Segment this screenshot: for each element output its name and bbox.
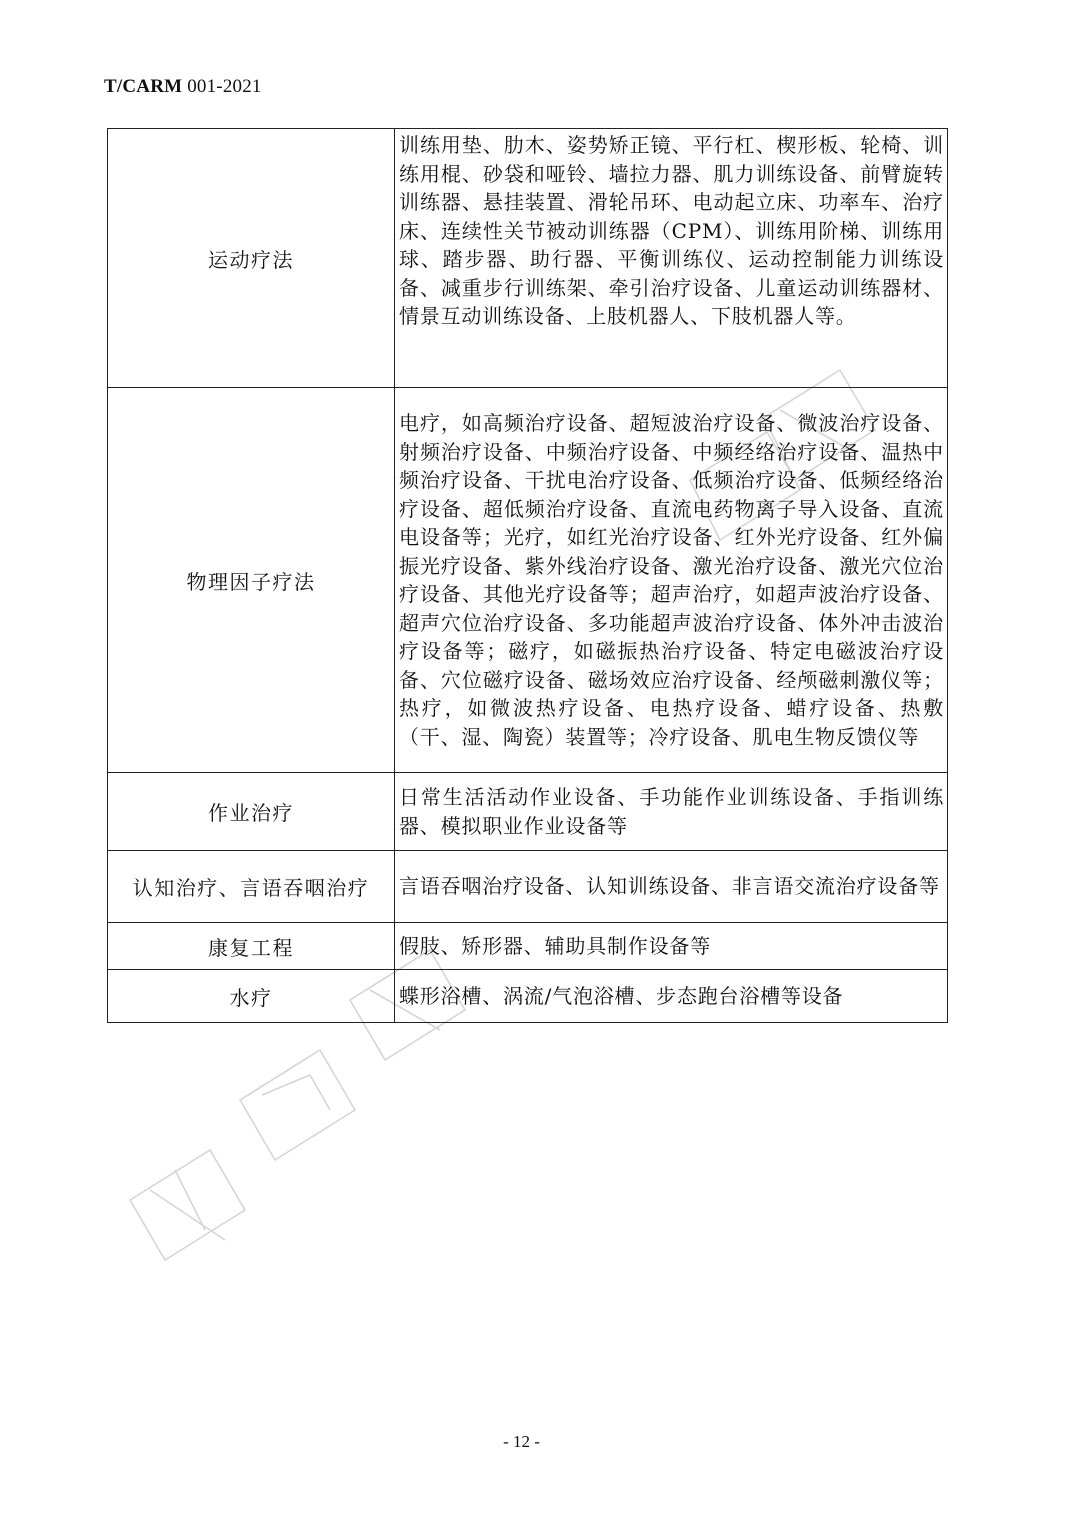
description-cell: 言语吞咽治疗设备、认知训练设备、非言语交流治疗设备等 [395, 851, 948, 923]
category-cell: 运动疗法 [108, 129, 395, 388]
category-cell: 认知治疗、言语吞咽治疗 [108, 851, 395, 923]
table-row [108, 773, 948, 851]
table-row [108, 851, 948, 923]
document-code-number: 001-2021 [182, 76, 262, 97]
equipment-table [107, 128, 948, 1023]
table-row [108, 923, 948, 970]
document-code-prefix: T/CARM [104, 76, 183, 97]
document-code [104, 76, 262, 98]
table-row [108, 388, 948, 773]
description-cell: 假肢、矫形器、辅助具制作设备等 [395, 923, 948, 970]
description-cell: 日常生活活动作业设备、手功能作业训练设备、手指训练器、模拟职业作业设备等 [395, 773, 948, 851]
page-number: - 12 - [503, 1432, 540, 1451]
category-cell: 作业治疗 [108, 773, 395, 851]
category-cell: 康复工程 [108, 923, 395, 970]
description-cell: 电疗，如高频治疗设备、超短波治疗设备、微波治疗设备、射频治疗设备、中频治疗设备、中频经络治疗设备、温热中频治疗设备、干扰电治疗设备、低频治疗设备、低频经络治疗设备、超低频治疗设备、直流电药物离子导入设备、直流电设备等；光疗，如红光治疗设备、红外光疗设备、红外偏振光疗设备、紫外线治疗设备、激光治疗设备、激光穴位治疗设备、其他光疗设备等；超声治疗，如超声波治疗设备、超声穴位治疗设备、多功能超声波治疗设备、体外冲击波治疗设备等；磁疗，如磁振热治疗设备、特定电磁波治疗设备、穴位磁疗设备、磁场效应治疗设备、经颅磁刺激仪等；热疗，如微波热疗设备、电热疗设备、蜡疗设备、热敷（干、湿、陶瓷）装置等；冷疗设备、肌电生物反馈仪等 [395, 388, 948, 773]
table-row [108, 970, 948, 1023]
description-cell: 蝶形浴槽、涡流/气泡浴槽、步态跑台浴槽等设备 [395, 970, 948, 1023]
table-row [108, 129, 948, 388]
category-cell: 水疗 [108, 970, 395, 1023]
category-cell: 物理因子疗法 [108, 388, 395, 773]
description-cell: 训练用垫、肋木、姿势矫正镜、平行杠、楔形板、轮椅、训练用棍、砂袋和哑铃、墙拉力器、肌力训练设备、前臂旋转训练器、悬挂装置、滑轮吊环、电动起立床、功率车、治疗床、连续性关节被动训练器（CPM）、训练用阶梯、训练用球、踏步器、助行器、平衡训练仪、运动控制能力训练设备、减重步行训练架、牵引治疗设备、儿童运动训练器材、情景互动训练设备、上肢机器人、下肢机器人等。 [395, 129, 948, 388]
